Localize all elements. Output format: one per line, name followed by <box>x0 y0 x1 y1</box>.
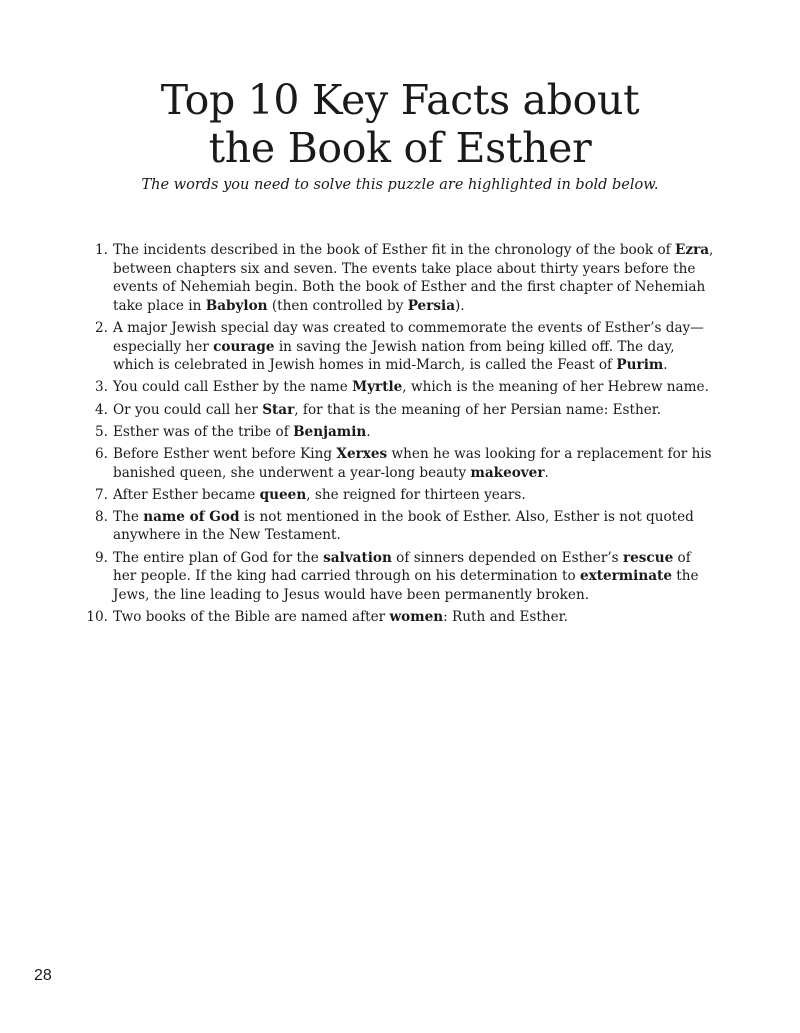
page-title <box>0 76 800 172</box>
fact-text-segment: , between chapters six and seven. The events take place about thirty years before the events of Nehemiah begin. Both the book of Esther and the first chapter of Nehemiah take place in <box>113 242 714 314</box>
fact-text-segment: . <box>663 357 668 374</box>
fact-text-segment: of her people. If the king had carried through on his determination to <box>113 549 691 585</box>
fact-text <box>113 401 714 420</box>
fact-text-segment: You could call Esther by the name <box>113 379 353 396</box>
fact-text <box>113 423 714 442</box>
fact-text-segment: ). <box>455 297 465 314</box>
puzzle-keyword: rescue <box>622 549 674 566</box>
puzzle-keyword: Benjamin <box>293 423 367 440</box>
fact-number: 10. <box>86 609 108 626</box>
puzzle-keyword: exterminate <box>579 568 672 585</box>
fact-number: 3. <box>95 379 108 396</box>
fact-item <box>74 608 714 627</box>
fact-item <box>74 378 714 397</box>
fact-text-segment: Before Esther went before King <box>113 445 337 462</box>
fact-item <box>74 508 714 545</box>
fact-item <box>74 423 714 442</box>
facts-list <box>74 241 714 630</box>
puzzle-keyword: queen <box>259 486 307 503</box>
fact-text-segment: the Jews, the line leading to Jesus would have been permanently broken. <box>113 568 699 603</box>
fact-item <box>74 445 714 482</box>
fact-text <box>113 486 714 505</box>
puzzle-keyword: Persia <box>407 297 455 314</box>
puzzle-keyword: Purim <box>616 357 664 374</box>
fact-text-segment: when he was looking for a replacement for his banished queen, she underwent a year-long beauty <box>113 445 712 481</box>
fact-text-segment: . <box>544 464 549 481</box>
fact-number: 1. <box>95 242 108 258</box>
fact-text-segment: The <box>113 508 144 525</box>
puzzle-keyword: Xerxes <box>336 445 388 462</box>
fact-text-segment: (then controlled by <box>267 297 408 314</box>
fact-text-segment: , which is the meaning of her Hebrew name. <box>402 379 709 396</box>
fact-text <box>113 319 714 375</box>
title-line-2: the Book of Esther <box>208 124 592 172</box>
fact-text <box>113 241 714 315</box>
fact-text-segment: , for that is the meaning of her Persian name: Esther. <box>294 401 662 418</box>
fact-item <box>74 319 714 375</box>
fact-text-segment: After Esther became <box>113 486 260 503</box>
fact-text-segment: Esther was of the tribe of <box>113 423 294 440</box>
fact-number: 7. <box>95 486 108 503</box>
page-subtitle: The words you need to solve this puzzle are highlighted in bold below. <box>141 177 659 193</box>
fact-number: 2. <box>95 319 108 336</box>
fact-number: 8. <box>95 508 108 525</box>
fact-number: 6. <box>95 445 108 462</box>
fact-number: 5. <box>95 423 108 440</box>
fact-text-segment: of sinners depended on Esther’s <box>391 549 623 566</box>
fact-text <box>113 445 714 482</box>
fact-item <box>74 401 714 420</box>
puzzle-keyword: makeover <box>470 464 545 481</box>
page-number: 28 <box>34 967 52 984</box>
fact-item <box>74 549 714 605</box>
fact-text <box>113 378 714 397</box>
fact-text-segment: The incidents described in the book of Esther fit in the chronology of the book of <box>113 242 675 258</box>
fact-text-segment: , she reigned for thirteen years. <box>306 486 526 503</box>
fact-text-segment: A major Jewish special day was created to commemorate the events of Esther’s day—especially her <box>113 319 704 355</box>
puzzle-keyword: courage <box>213 338 275 355</box>
fact-text <box>113 549 714 605</box>
fact-text-segment: The entire plan of God for the <box>113 549 324 566</box>
fact-text-segment: Or you could call her <box>113 401 263 418</box>
fact-text-segment: Two books of the Bible are named after <box>113 609 390 626</box>
fact-text <box>113 608 714 627</box>
puzzle-keyword: Star <box>262 401 295 418</box>
fact-text-segment: is not mentioned in the book of Esther. Also, Esther is not quoted anywhere in the New Testament. <box>113 508 694 544</box>
puzzle-keyword: name of God <box>143 508 240 525</box>
puzzle-keyword: Myrtle <box>352 379 403 396</box>
fact-text-segment: : Ruth and Esther. <box>443 609 568 626</box>
puzzle-keyword: Ezra <box>674 242 710 258</box>
fact-text <box>113 508 714 545</box>
puzzle-keyword: Babylon <box>205 297 268 314</box>
title-line-1: Top 10 Key Facts about <box>160 76 640 124</box>
fact-text-segment: . <box>366 423 371 440</box>
puzzle-keyword: women <box>389 609 444 626</box>
fact-item <box>74 241 714 315</box>
fact-text-segment: in saving the Jewish nation from being killed off. The day, which is celebrated in Jewish homes in mid-March, is called the Feast of <box>113 338 675 374</box>
fact-number: 4. <box>95 401 108 418</box>
fact-item <box>74 486 714 505</box>
fact-number: 9. <box>95 549 108 566</box>
puzzle-keyword: salvation <box>323 549 392 566</box>
